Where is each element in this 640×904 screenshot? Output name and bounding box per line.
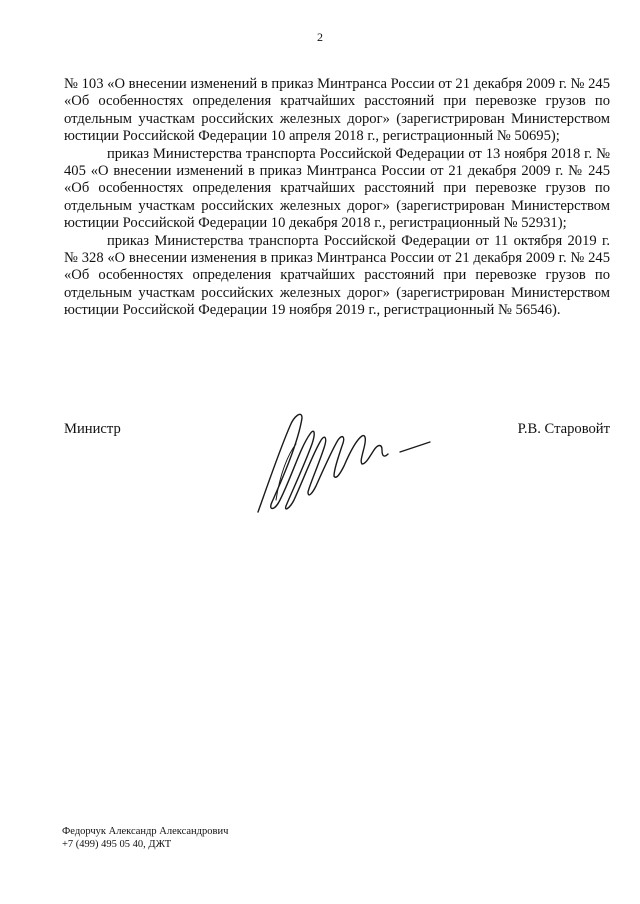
executor-block xyxy=(62,826,228,851)
executor-name: Федорчук Александр Александрович xyxy=(62,826,229,837)
signatory-title: Министр xyxy=(64,421,121,437)
paragraph-order-103: № 103 «О внесении изменений в приказ Минтранса России от 21 декабря 2009 г. № 245 «Об особенностях определения кратчайших расстояний при перевозке грузов по отдельным участкам российских железных дорог» (зарегистрирован Министерством юстиции Российской Федерации 10 апреля 2018 г., регистрационный № 50695); xyxy=(64,76,610,145)
signatory-name: Р.В. Старовойт xyxy=(517,421,610,437)
paragraph-order-405: приказ Министерства транспорта Российской Федерации от 13 ноября 2018 г. № 405 «О внесении изменений в приказ Минтранса России от 21 декабря 2009 г. № 245 «Об особенностях определения кратчайших расстояний при перевозке грузов по отдельным участкам российских железных дорог» (зарегистрирован Министерством юстиции Российской Федерации 10 декабря 2018 г., регистрационный № 52931); xyxy=(64,145,610,232)
page-number: 2 xyxy=(317,30,323,44)
executor-contact: +7 (499) 495 05 40, ДЖТ xyxy=(62,838,172,850)
document-body xyxy=(64,76,610,320)
handwritten-signature xyxy=(250,404,440,524)
paragraph-order-328: приказ Министерства транспорта Российской Федерации от 11 октября 2019 г. № 328 «О внесении изменения в приказ Минтранса России от 21 декабря 2009 г. № 245 «Об особенностях определения кратчайших расстояний при перевозке грузов по отдельным участкам российских железных дорог» (зарегистрирован Министерством юстиции Российской Федерации 19 ноября 2019 г., регистрационный № 56546). xyxy=(64,232,610,319)
